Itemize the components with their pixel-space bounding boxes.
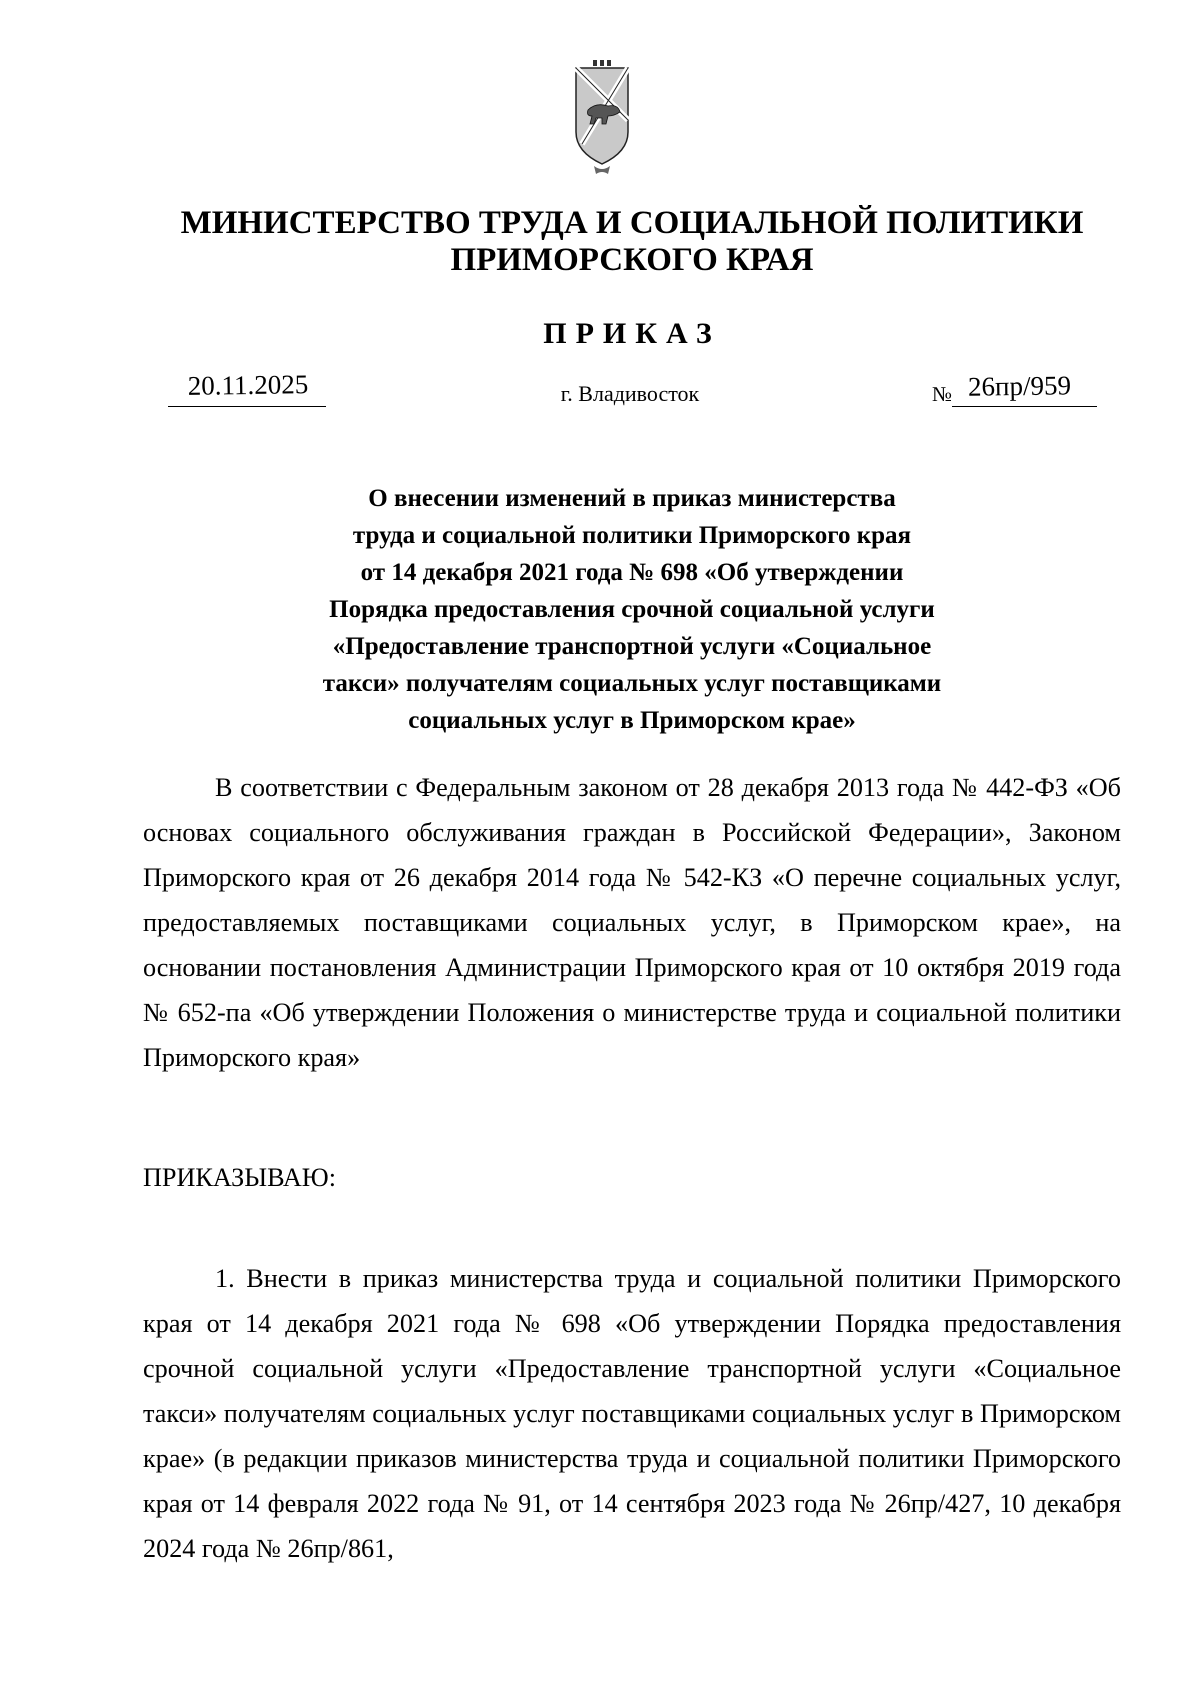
order-subject (250, 480, 1014, 739)
order-date: 20.11.2025 (187, 369, 309, 401)
ministry-line-2: ПРИМОРСКОГО КРАЯ (450, 242, 814, 278)
order-title: ПРИКАЗ (543, 317, 721, 350)
preamble-paragraph (143, 765, 1121, 1080)
coat-of-arms-icon (574, 60, 630, 176)
subject-line: «Предоставление транспортной услуги «Социальное (332, 633, 932, 660)
prikazyvayu-heading: ПРИКАЗЫВАЮ: (143, 1163, 336, 1192)
order-city: г. Владивосток (560, 381, 700, 406)
subject-line: Порядка предоставления срочной социальной услуги (329, 596, 935, 623)
preamble-text: В соответствии с Федеральным законом от 28 декабря 2013 года № 442-ФЗ «Об основах социального обслуживания граждан в Российской Федерации», Законом Приморского края от 26 декабря 2014 года № 542-КЗ «О перечне социальных услуг, предоставляемых поставщиками социальных услуг, в Приморском крае», на основании постановления Администрации Приморского края от 10 октября 2019 года № 652-па «Об утверждении Положения о министерстве труда и социальной политики Приморского края» (143, 773, 1121, 1072)
subject-line: О внесении изменений в приказ министерства (368, 485, 896, 512)
subject-line: труда и социальной политики Приморского края (352, 522, 912, 549)
item-1-paragraph (143, 1256, 1121, 1571)
number-underline (952, 406, 1097, 407)
date-underline (168, 406, 326, 407)
order-number: 26пр/959 (967, 370, 1072, 402)
subject-line: такси» получателям социальных услуг поставщиками (322, 670, 942, 697)
ministry-name (0, 205, 1200, 279)
item-1-text: 1. Внести в приказ министерства труда и социальной политики Приморского края от 14 декабря 2021 года № 698 «Об утверждении Порядка предоставления срочной социальной услуги «Предоставление транспортной услуги «Социальное такси» получателям социальных услуг поставщиками социальных услуг в Приморском крае» (в редакции приказов министерства труда и социальной политики Приморского края от 14 февраля 2022 года № 91, от 14 сентября 2023 года № 26пр/427, 10 декабря 2024 года № 26пр/861, (143, 1264, 1121, 1563)
ministry-line-1: МИНИСТЕРСТВО ТРУДА И СОЦИАЛЬНОЙ ПОЛИТИКИ (180, 205, 1084, 241)
subject-line: социальных услуг в Приморском крае» (408, 707, 856, 734)
subject-line: от 14 декабря 2021 года № 698 «Об утверждении (360, 559, 904, 586)
number-sign: № (932, 382, 953, 406)
